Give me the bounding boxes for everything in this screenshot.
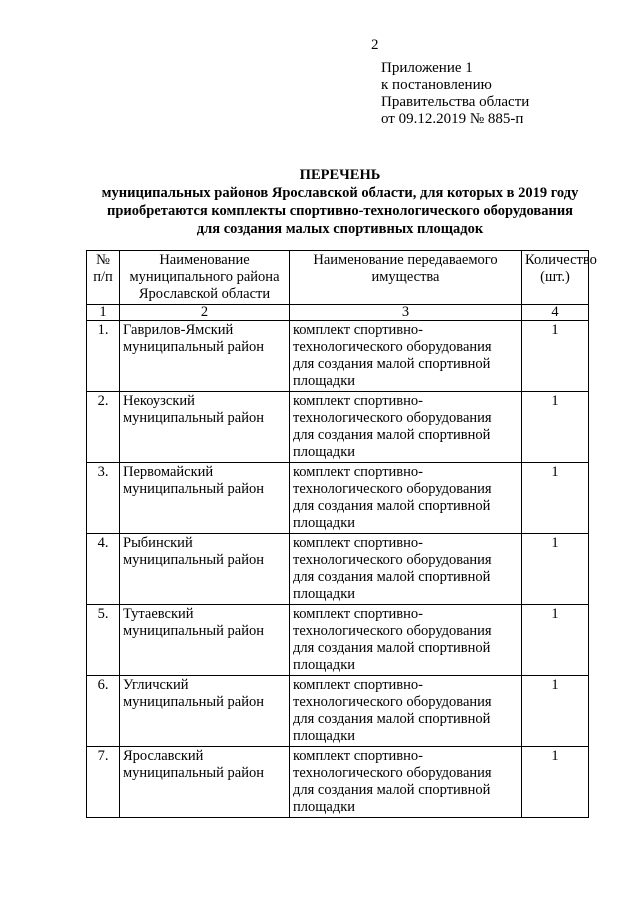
title-line: для создания малых спортивных площадок [196, 221, 484, 237]
table-row [87, 463, 589, 534]
header-property [290, 251, 522, 305]
quantity: 1 [522, 534, 589, 605]
quantity: 1 [522, 676, 589, 747]
quantity: 1 [522, 747, 589, 818]
header-line: Наименование передаваемого [313, 252, 498, 268]
district-name [120, 605, 290, 676]
property-line: площадки [293, 444, 356, 460]
district-line: муниципальный район [123, 552, 264, 568]
quantity: 1 [522, 463, 589, 534]
table-row [87, 534, 589, 605]
table-row [87, 605, 589, 676]
district-line: муниципальный район [123, 410, 264, 426]
property-line: комплект спортивно- [293, 606, 423, 622]
column-index-row [87, 305, 589, 321]
table-row [87, 321, 589, 392]
row-number: 7. [87, 747, 120, 818]
document-title [40, 166, 640, 238]
district-name [120, 676, 290, 747]
property-line: площадки [293, 799, 356, 815]
property-line: комплект спортивно- [293, 393, 423, 409]
appendix-line: к постановлению [381, 77, 492, 93]
header-line: п/п [93, 269, 113, 285]
property-line: комплект спортивно- [293, 535, 423, 551]
property-name [290, 605, 522, 676]
appendix-line: от 09.12.2019 № 885-п [381, 111, 524, 127]
district-line: Первомайский [123, 464, 214, 480]
header-line: № [96, 252, 110, 268]
district-line: Гаврилов-Ямский [123, 322, 234, 338]
appendix-note [381, 60, 621, 128]
title-line: приобретаются комплекты спортивно-технологического оборудования [106, 203, 574, 219]
district-name [120, 534, 290, 605]
appendix-line: Правительства области [381, 94, 530, 110]
property-line: для создания малой спортивной [293, 711, 491, 727]
quantity: 1 [522, 321, 589, 392]
district-line: Тутаевский [123, 606, 194, 622]
property-name [290, 463, 522, 534]
property-line: технологического оборудования [293, 410, 492, 426]
property-line: для создания малой спортивной [293, 640, 491, 656]
property-line: технологического оборудования [293, 481, 492, 497]
property-name [290, 321, 522, 392]
district-line: муниципальный район [123, 694, 264, 710]
district-line: муниципальный район [123, 623, 264, 639]
table-row [87, 392, 589, 463]
property-line: технологического оборудования [293, 623, 492, 639]
header-num [87, 251, 120, 305]
property-line: для создания малой спортивной [293, 498, 491, 514]
row-number: 1. [87, 321, 120, 392]
property-line: площадки [293, 515, 356, 531]
property-line: технологического оборудования [293, 552, 492, 568]
row-number: 6. [87, 676, 120, 747]
property-line: для создания малой спортивной [293, 427, 491, 443]
page-number: 2 [371, 37, 379, 53]
district-name [120, 321, 290, 392]
header-line: Наименование [159, 252, 250, 268]
district-name [120, 392, 290, 463]
row-number: 2. [87, 392, 120, 463]
header-line: (шт.) [540, 269, 570, 285]
column-index: 3 [290, 305, 522, 321]
title-line: ПЕРЕЧЕНЬ [299, 167, 381, 183]
column-index: 2 [120, 305, 290, 321]
table-header-row [87, 251, 589, 305]
header-district [120, 251, 290, 305]
property-line: площадки [293, 586, 356, 602]
row-number: 3. [87, 463, 120, 534]
table-row [87, 747, 589, 818]
column-index: 1 [87, 305, 120, 321]
district-line: муниципальный район [123, 765, 264, 781]
property-name [290, 747, 522, 818]
row-number: 4. [87, 534, 120, 605]
district-line: муниципальный район [123, 339, 264, 355]
column-index: 4 [522, 305, 589, 321]
property-line: площадки [293, 728, 356, 744]
title-line: муниципальных районов Ярославской области, для которых в 2019 году [101, 185, 579, 201]
property-name [290, 392, 522, 463]
property-line: для создания малой спортивной [293, 569, 491, 585]
property-name [290, 676, 522, 747]
header-line: Ярославской области [138, 286, 271, 302]
district-name [120, 747, 290, 818]
property-line: технологического оборудования [293, 765, 492, 781]
district-line: Угличский [123, 677, 189, 693]
district-name [120, 463, 290, 534]
district-line: Некоузский [123, 393, 195, 409]
districts-table [86, 250, 597, 818]
district-line: Ярославский [123, 748, 204, 764]
property-line: для создания малой спортивной [293, 356, 491, 372]
property-line: комплект спортивно- [293, 464, 423, 480]
table-row [87, 676, 589, 747]
quantity: 1 [522, 392, 589, 463]
property-line: комплект спортивно- [293, 748, 423, 764]
property-name [290, 534, 522, 605]
district-line: муниципальный район [123, 481, 264, 497]
header-line: имущества [371, 269, 440, 285]
header-line: муниципального района [129, 269, 280, 285]
district-line: Рыбинский [123, 535, 193, 551]
property-line: площадки [293, 373, 356, 389]
quantity: 1 [522, 605, 589, 676]
property-line: технологического оборудования [293, 694, 492, 710]
property-line: комплект спортивно- [293, 677, 423, 693]
row-number: 5. [87, 605, 120, 676]
property-line: технологического оборудования [293, 339, 492, 355]
appendix-line: Приложение 1 [381, 60, 473, 76]
header-line: Количество [525, 252, 597, 268]
property-line: площадки [293, 657, 356, 673]
header-qty [522, 251, 597, 305]
property-line: для создания малой спортивной [293, 782, 491, 798]
property-line: комплект спортивно- [293, 322, 423, 338]
